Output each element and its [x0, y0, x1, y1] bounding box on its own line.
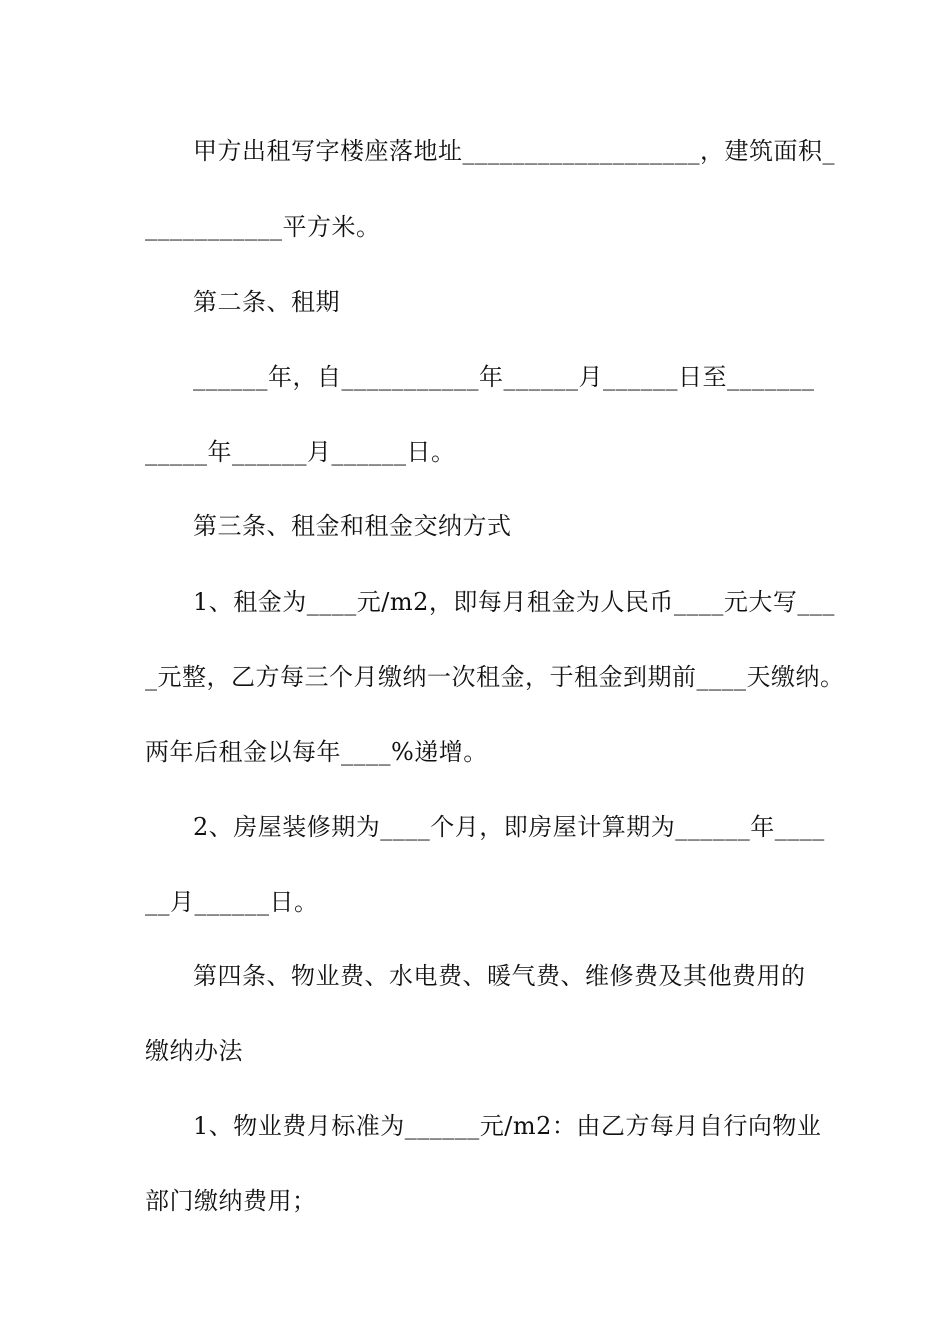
paragraph-property-fee-end-line: 部门缴纳费用；	[145, 1187, 317, 1215]
section-heading-fees: 第四条、物业费、水电费、暖气费、维修费及其他费用的	[193, 962, 806, 990]
paragraph-address-line: 甲方出租写字楼座落地址___________________，建筑面积_	[193, 137, 835, 165]
section-heading-rent: 第三条、租金和租金交纳方式	[193, 512, 512, 540]
paragraph-renovation-end-line: __月______日。	[145, 888, 319, 916]
paragraph-property-fee-line: 1、物业费月标准为______元/m2：由乙方每月自行向物业	[193, 1112, 822, 1140]
paragraph-term-end-line: _____年______月______日。	[145, 438, 456, 466]
paragraph-renovation-line: 2、房屋装修期为____个月，即房屋计算期为______年____	[193, 813, 825, 841]
paragraph-rent-line: 1、租金为____元/m2，即每月租金为人民币____元大写___	[193, 588, 835, 616]
paragraph-rent-payment-line: _元整，乙方每三个月缴纳一次租金，于租金到期前____天缴纳。	[145, 663, 845, 691]
paragraph-area-line: ___________平方米。	[145, 213, 381, 241]
paragraph-term-line: ______年，自___________年______月______日至_______	[193, 363, 815, 391]
section-heading-term: 第二条、租期	[193, 288, 340, 316]
section-heading-fees-continued: 缴纳办法	[145, 1037, 243, 1065]
paragraph-rent-increase-line: 两年后租金以每年____%递增。	[145, 738, 488, 766]
